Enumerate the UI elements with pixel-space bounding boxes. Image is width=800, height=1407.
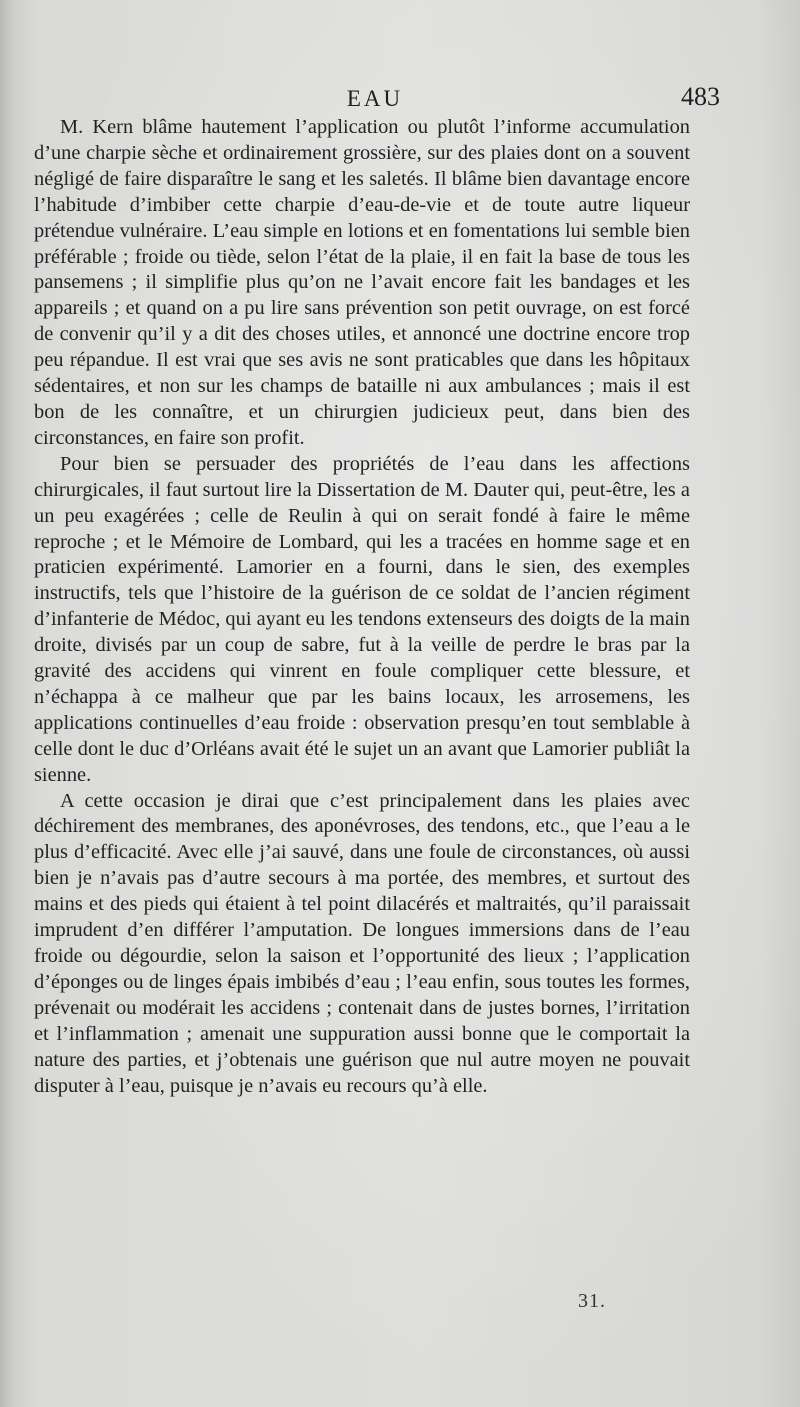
paragraph-3: A cette occasion je dirai que c’est principalement dans les plaies avec déchirement des membranes, des aponévroses, des tendons, etc., que l’eau a le plus d’efficacité. Avec elle j’ai sauvé, dans une foule de circonstances, où aussi bien je n’avais pas d’autre secours à ma portée, des membres, et surtout des mains et des pieds qui étaient à tel point dilacérés et maltraités, qu’il paraissait imprudent d’en différer l’amputation. De longues immersions dans de l’eau froide ou dégourdie, selon la saison et l’opportunité des lieux ; l’application d’éponges ou de linges épais imbibés d’eau ; l’eau enfin, sous toutes les formes, prévenait ou modérait les accidens ; contenait dans de justes bornes, l’irritation et l’inflammation ; amenait une suppuration aussi bonne que le comportait la nature des parties, et j’obtenais une guérison que nul autre moyen ne pouvait disputer à l’eau, puisque je n’avais eu recours qu’à elle. bbox=[34, 789, 690, 1097]
page-number: 483 bbox=[681, 82, 720, 111]
running-head: EAU bbox=[346, 86, 404, 111]
paragraph-1: M. Kern blâme hautement l’application ou plutôt l’informe accumulation d’une charpie sèche et ordinairement grossière, sur des plaies dont on a souvent négligé de faire disparaître le sang et les saletés. Il blâme bien davantage encore l’habitude d’imbiber cette charpie d’eau-de-vie et de toute autre liqueur prétendue vulnéraire. L’eau simple en lotions et en fomentations lui semble bien préférable ; froide ou tiède, selon l’état de la plaie, il en fait la base de tous les pansemens ; il simplifie plus qu’on ne l’avait encore fait les bandages et les appareils ; et quand on a pu lire sans prévention son petit ouvrage, on est forcé de convenir qu’il y a dit des choses utiles, et annoncé une doctrine encore trop peu répandue. Il est vrai que ses avis ne sont praticables que dans les hôpitaux sédentaires, et non sur les champs de bataille ni aux ambulances ; mais il est bon de les connaître, et un chirurgien judicieux peut, dans bien des circonstances, en faire son profit. bbox=[34, 116, 690, 449]
signature-mark: 31. bbox=[578, 1290, 606, 1312]
paragraph-2: Pour bien se persuader des propriétés de l’eau dans les affections chirurgicales, il faut surtout lire la Dissertation de M. Dauter qui, peut-être, les a un peu exagérées ; celle de Reulin à qui on serait fondé à faire le même reproche ; et le Mémoire de Lombard, qui les a tracées en homme sage et en praticien expérimenté. Lamorier en a fourni, dans le sien, des exemples instructifs, tels que l’histoire de la guérison de ce soldat de l’ancien régiment d’infanterie de Médoc, qui ayant eu les tendons extenseurs des doigts de la main droite, divisés par un coup de sabre, fut à la veille de perdre le bras par la gravité des accidens qui vinrent en foule compliquer cette blessure, et n’échappa à ce malheur que par les bains locaux, les arrosemens, les applications continuelles d’eau froide : observation presqu’en tout semblable à celle dont le duc d’Orléans avait été le sujet un an avant que Lamorier publiât la sienne. bbox=[34, 452, 690, 786]
body-text bbox=[34, 115, 690, 1099]
